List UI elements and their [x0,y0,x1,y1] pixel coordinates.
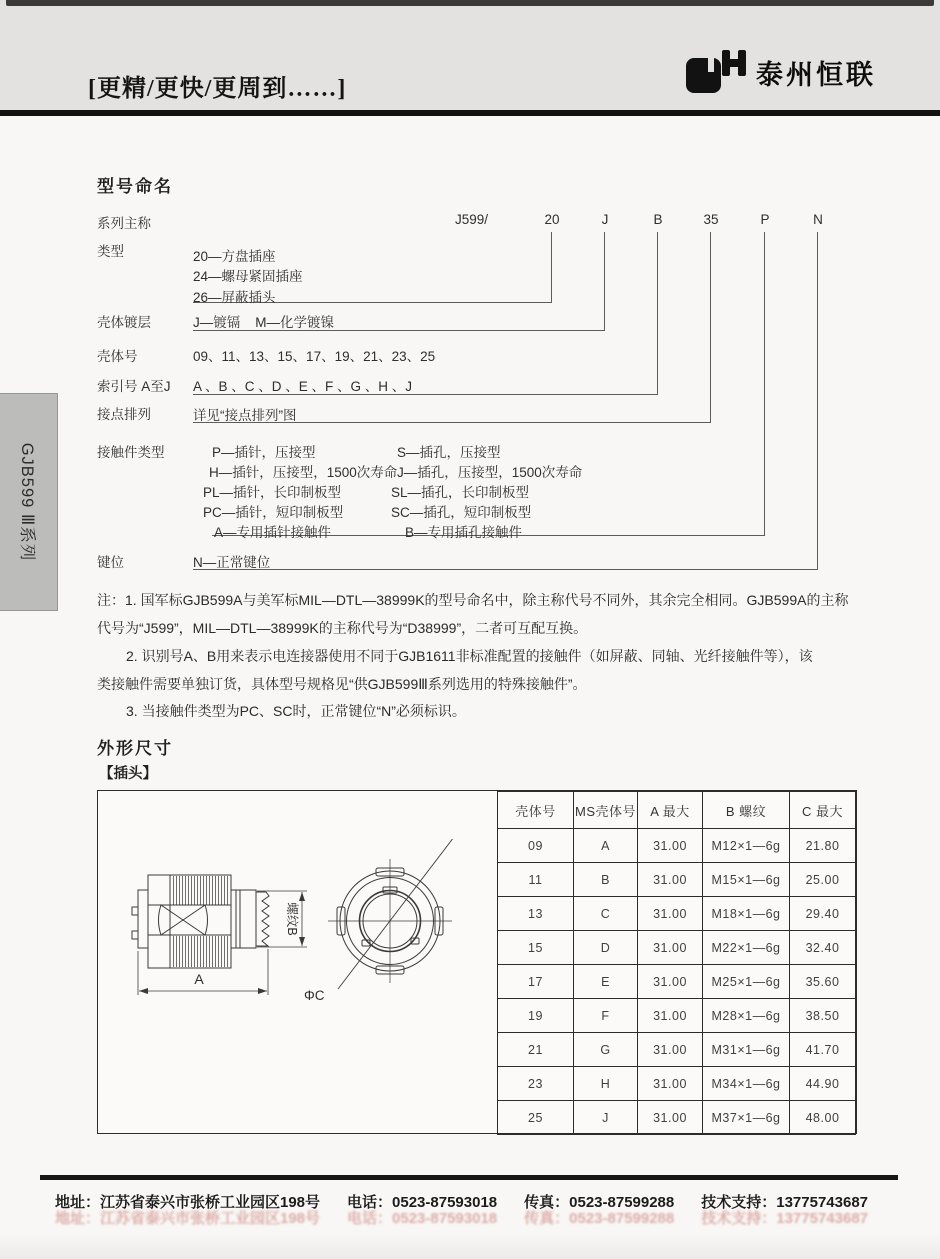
cell: M28×1—6g [703,999,790,1033]
index-label: 索引号 A至J [97,379,171,394]
contact-item: P—插针，压接型 [212,445,316,460]
company-name: 泰州恒联 [756,59,876,90]
cell: 41.70 [790,1033,856,1067]
naming-section-title: 型号命名 [97,177,173,196]
dimensions-table [497,791,856,1135]
drop-line-keying [817,232,818,569]
note-line: 注：1. 国军标GJB599A与美军标MIL—DTL—38999K的型号命名中，除主称代号不同外，其余完全相同。GJB599A的主称 [97,592,849,608]
plug-front-shell [231,890,256,948]
footer-print-ghost: 地址：江苏省泰兴市张桥工业园区198号 电话：0523-87593018 传真：0523-87599288 技术支持：13775743687 [55,1210,869,1227]
cell: D [574,931,638,965]
cell: E [574,965,638,999]
series-value: J599/ [455,212,489,227]
col-header-ms-shell: MS壳体号 [574,792,638,829]
arrangement-value: 详见“接点排列”图 [193,408,297,423]
col-header-b-thread: B 螺纹 [703,792,790,829]
col-header-shell: 壳体号 [498,792,574,829]
arrangement-label: 接点排列 [97,407,151,422]
type-item: 24—螺母紧固插座 [193,269,303,284]
cell: 31.00 [638,1033,703,1067]
note-line: 代号为“J599”，MIL—DTL—38999K的主称代号为“D38999”，二者可互配互换。 [97,620,588,636]
drop-line-type [551,232,552,302]
index-value: A 、B 、C 、D 、E 、F 、G 、H 、J [193,379,413,394]
contact-item: J—插孔，压接型，1500次寿命 [397,465,583,480]
drop-line-arrangement [710,232,711,422]
cell: 11 [498,863,574,897]
cell: F [574,999,638,1033]
scan-top-edge [6,0,934,6]
footer-phone: 电话：0523-87593018 [347,1194,498,1211]
cell: M25×1—6g [703,965,790,999]
contact-item: S—插孔，压接型 [397,445,501,460]
lh-logo-icon [686,50,748,94]
cell: 44.90 [790,1067,856,1101]
footer-rule [40,1175,898,1180]
table-row [498,999,856,1033]
code-index: B [653,212,663,227]
cell: C [574,897,638,931]
footer-fax: 传真：0523-87599288 [524,1194,675,1211]
plug-thread-tip [256,892,269,946]
dim-a-label: A [194,971,204,987]
contact-item: H—插针，压接型，1500次寿命 [209,465,398,480]
shell-value: 09、11、13、15、17、19、21、23、25 [193,349,436,364]
cell: 48.00 [790,1101,856,1135]
cell: 15 [498,931,574,965]
cell: M37×1—6g [703,1101,790,1135]
cell: M22×1—6g [703,931,790,965]
code-keying: N [813,212,823,227]
cell: G [574,1033,638,1067]
cell: M34×1—6g [703,1067,790,1101]
series-side-tab [0,393,58,611]
thread-b-label: 螺纹B [285,902,299,936]
cell: M12×1—6g [703,829,790,863]
cell: M15×1—6g [703,863,790,897]
header-slogan: [更精/更快/更周到……] [88,76,347,102]
plating-value: J—镀镉 M—化学镀镍 [193,315,334,330]
footer-address: 地址：江苏省泰兴市张桥工业园区198号 [55,1194,321,1211]
contact-item: SC—插孔，短印制板型 [391,505,532,520]
cell: 31.00 [638,965,703,999]
cell: 31.00 [638,829,703,863]
contact-item: PL—插针，长印制板型 [203,485,342,500]
rule-keying [193,569,818,570]
cell: 31.00 [638,999,703,1033]
code-plating: J [601,212,609,227]
cell: H [574,1067,638,1101]
drop-line-index [657,232,658,394]
cell: A [574,829,638,863]
cell: 31.00 [638,1067,703,1101]
plug-drawing [116,839,496,1074]
cell: 31.00 [638,897,703,931]
drop-line-plating [604,232,605,330]
type-label: 类型 [97,244,124,259]
cell: 32.40 [790,931,856,965]
type-item: 26—屏蔽插头 [193,290,276,305]
cell: 19 [498,999,574,1033]
cell: 23 [498,1067,574,1101]
cell: 29.40 [790,897,856,931]
cell: 31.00 [638,931,703,965]
cell: 21.80 [790,829,856,863]
table-row [498,1033,856,1067]
table-header-row [498,792,856,829]
company-logo [686,50,876,94]
table-row [498,1067,856,1101]
outline-figure-box [97,790,857,1134]
drop-line-contact [764,232,765,535]
keying-value: N—正常键位 [193,555,271,570]
plug-back-flange [138,890,148,948]
code-contact: P [760,212,770,227]
cell: M18×1—6g [703,897,790,931]
cell: 25.00 [790,863,856,897]
cell: 31.00 [638,1101,703,1135]
type-item: 20—方盘插座 [193,249,276,264]
cell: 09 [498,829,574,863]
shell-label: 壳体号 [97,349,138,364]
contact-item: PC—插针，短印制板型 [203,505,344,520]
note-line: 2. 识别号A、B用来表示电连接器使用不同于GJB1611非标准配置的接触件（如屏蔽、同轴、光纤接触件等），该 [126,648,813,664]
cell: 31.00 [638,863,703,897]
code-type: 20 [544,212,560,227]
scan-bottom-edge [0,1233,940,1259]
table-row [498,1101,856,1135]
code-arrangement: 35 [703,212,719,227]
cell: B [574,863,638,897]
col-header-c-max: C 最大 [790,792,856,829]
contact-label: 接触件类型 [97,445,165,460]
series-side-tab-label: GJB599 Ⅲ系列 [17,442,36,562]
dia-c-label: ΦC [304,988,325,1003]
table-row [498,965,856,999]
footer-support: 技术支持：13775743687 [701,1194,869,1211]
table-row [498,863,856,897]
series-label: 系列主称 [97,216,151,231]
table-row [498,829,856,863]
outline-section-title: 外形尺寸 [97,739,173,758]
cell: M31×1—6g [703,1033,790,1067]
cell: 25 [498,1101,574,1135]
col-header-a-max: A 最大 [638,792,703,829]
cell: 35.60 [790,965,856,999]
contact-item: SL—插孔，长印制板型 [391,485,530,500]
header-rule [0,110,940,116]
table-row [498,931,856,965]
plug-subtitle: 【插头】 [99,766,157,782]
table-row [498,897,856,931]
note-line: 3. 当接触件类型为PC、SC时，正常键位“N”必须标识。 [126,703,466,719]
contact-item: B—专用插孔接触件 [405,525,523,540]
contact-item: A—专用插针接触件 [214,525,332,540]
plating-label: 壳体镀层 [97,315,151,330]
cell: 38.50 [790,999,856,1033]
keying-label: 键位 [97,555,124,570]
cell: 17 [498,965,574,999]
note-line: 类接触件需要单独订货，具体型号规格见“供GJB599Ⅲ系列选用的特殊接触件”。 [97,676,587,692]
cell: J [574,1101,638,1135]
cell: 21 [498,1033,574,1067]
cell: 13 [498,897,574,931]
